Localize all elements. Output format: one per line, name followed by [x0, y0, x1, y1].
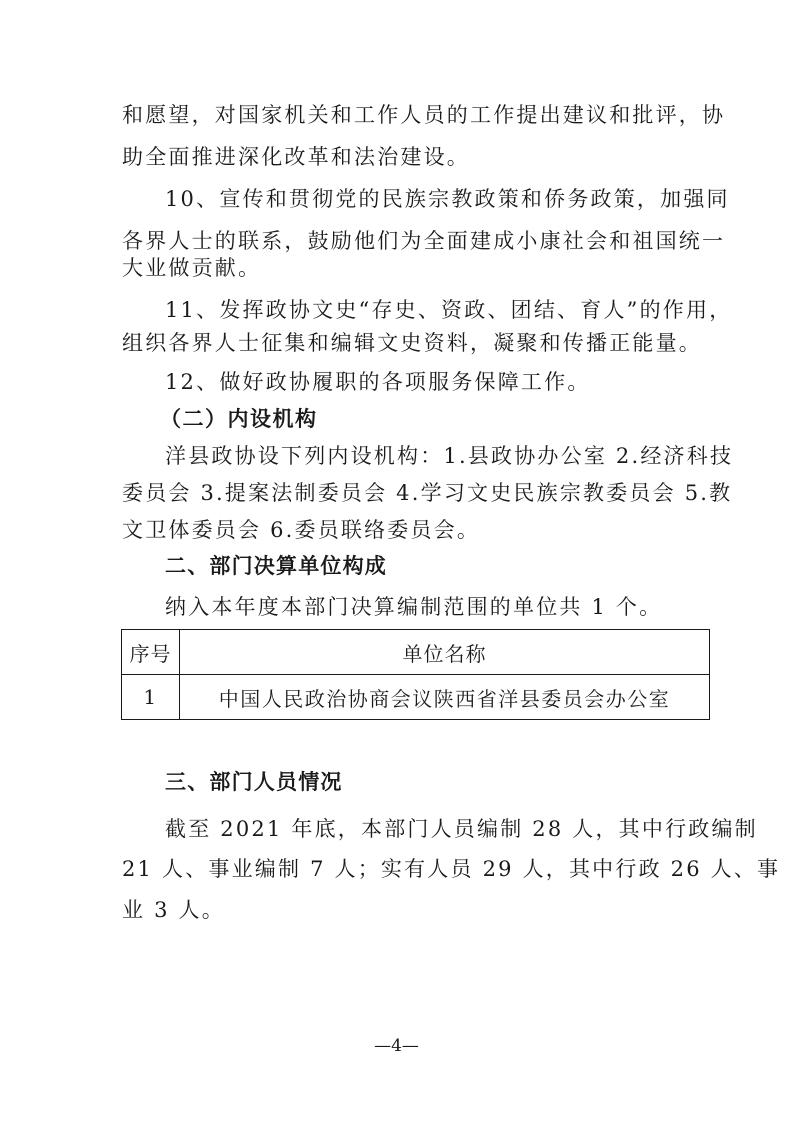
body-text-line: 各界人士的联系，鼓励他们为全面建成小康社会和祖国统一	[122, 229, 726, 253]
body-text-line: 截至 2021 年底，本部门人员编制 28 人，其中行政编制	[165, 817, 758, 841]
body-text-line: 业 3 人。	[122, 898, 225, 922]
body-text-line: 委员会 3.提案法制委员会 4.学习文史民族宗教委员会 5.教	[122, 481, 733, 505]
body-text-line: 文卫体委员会 6.委员联络委员会。	[122, 518, 481, 542]
body-text-line: 12、做好政协履职的各项服务保障工作。	[165, 370, 591, 394]
body-text-line: 21 人、事业编制 7 人；实有人员 29 人，其中行政 26 人、事	[122, 857, 781, 881]
table-cell-unit-name: 中国人民政治协商会议陕西省洋县委员会办公室	[180, 675, 710, 720]
section-heading-units: 二、部门决算单位构成	[165, 554, 387, 578]
body-text-line: 和愿望，对国家机关和工作人员的工作提出建议和批评，协	[122, 103, 726, 127]
table-header-unit-name: 单位名称	[180, 630, 710, 675]
body-text-line: 助全面推进深化改革和法治建设。	[122, 145, 470, 169]
body-text-line: 大业做贡献。	[122, 256, 262, 280]
units-table	[121, 629, 710, 720]
section-heading-staff: 三、部门人员情况	[165, 770, 343, 794]
page-number: —4—	[374, 1036, 419, 1056]
body-text-line: 洋县政协设下列内设机构：1.县政协办公室 2.经济科技	[165, 444, 734, 468]
body-text-line: 组织各界人士征集和编辑文史资料，凝聚和传播正能量。	[122, 331, 702, 355]
body-text-line: 纳入本年度本部门决算编制范围的单位共 1 个。	[165, 595, 663, 619]
table-header-row	[122, 630, 710, 675]
body-text-line: 11、发挥政协文史“存史、资政、团结、育人”的作用，	[165, 298, 733, 322]
table-header-seq: 序号	[122, 630, 180, 675]
table-cell-seq: 1	[122, 675, 180, 720]
body-text-line: 10、宣传和贯彻党的民族宗教政策和侨务政策，加强同	[165, 187, 730, 211]
table-row	[122, 675, 710, 720]
section-heading-internal: （二）内设机构	[160, 406, 318, 431]
